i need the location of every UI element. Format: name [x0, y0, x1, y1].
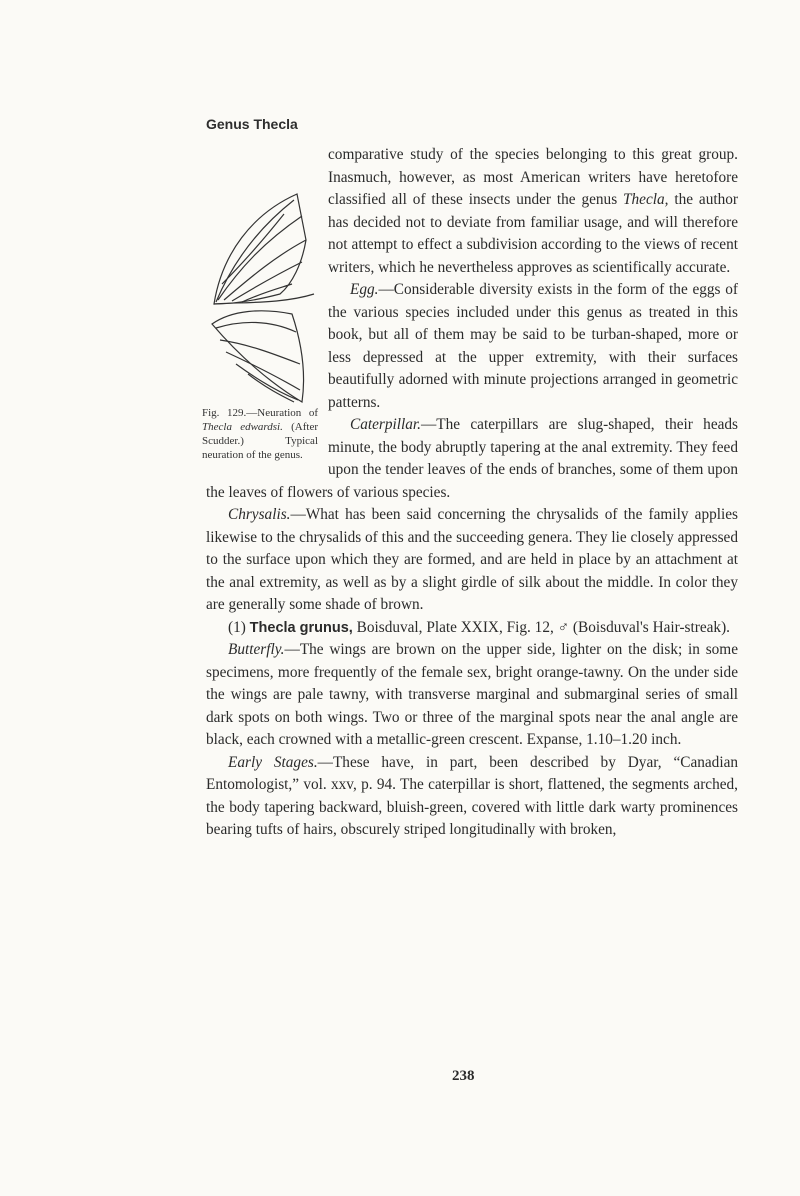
body-text — [202, 144, 739, 842]
species-rest: Boisduval, Plate XXIX, Fig. 12, ♂ (Boisduval's Hair-streak). — [352, 618, 730, 636]
caption-suffix: (After Scudder.) Typical neuration of the genus. — [202, 421, 318, 461]
wing-neuration-drawing-icon — [202, 144, 318, 406]
caterpillar-label: Caterpillar. — [350, 416, 421, 433]
running-head: Genus Thecla — [206, 116, 298, 132]
early-stages-label: Early Stages. — [228, 753, 318, 771]
intro-text: comparative study of the species belonging to this great group. Inasmuch, however, as most American writers have heretofore classified all of these insects under the genus — [328, 146, 738, 208]
chrysalis-text: —What has been said concerning the chrysalids of the family applies likewise to the chrysalids of this and the succeeding genera. They lie closely appressed to the surface upon which they are formed, and are held in place by an attachment at the anal extremity, as well as by a slight girdle of silk about the middle. In color they are generally some shade of brown. — [206, 506, 738, 613]
figure-caption — [202, 406, 318, 462]
caterpillar-text: —The caterpillars are slug-shaped, their heads minute, the body abruptly tapering at the anal extremity. They feed upon the tender leaves of the ends of branches, some of them upon the leaves of flowers of various species. — [206, 416, 738, 501]
chrysalis-label: Chrysalis. — [228, 506, 291, 523]
butterfly-label: Butterfly. — [228, 641, 285, 658]
paragraph-butterfly — [206, 639, 738, 752]
paragraph-species — [206, 617, 738, 640]
page-number: 238 — [452, 1068, 475, 1084]
caption-prefix: Fig. 129.—Neuration of — [202, 407, 318, 419]
caption-species: Thecla edwardsi. — [202, 421, 283, 433]
egg-text: —Considerable diversity exists in the form of the eggs of the various species included under this genus as treated in this book, but all of them may be said to be turban-shaped, more or less depressed at the upper extremity, with their surfaces beautifully adorned with minute projections arranged in geometric patterns. — [328, 281, 738, 411]
paragraph-early-stages — [206, 752, 738, 842]
butterfly-text: —The wings are brown on the upper side, lighter on the disk; in some specimens, more frequently of the female sex, bright orange-tawny. On the under side the wings are pale tawny, with transverse marginal and submarginal series of small dark spots on both wings. Two or three of the marginal spots near the anal angle are black, each crowned with a metallic-green crescent. Expanse, 1.10–1.20 inch. — [206, 641, 738, 748]
early-stages-text: —These have, in part, been described by Dyar, “Canadian Entomologist,” vol. xxv, p. 94. The caterpillar is short, flattened, the segments arched, the body tapering backward, bluish-green, covered with little dark warty prominences bearing tufts of hairs, obscurely striped longitudinally with broken, — [206, 753, 739, 838]
genus-name: Thecla, — [623, 191, 669, 208]
species-number: (1) — [228, 618, 250, 636]
paragraph-chrysalis — [206, 504, 738, 617]
egg-label: Egg. — [350, 281, 379, 298]
figure-129 — [202, 144, 318, 472]
intro-rest: the author has decided not to deviate from familiar usage, and will therefore not attempt to effect a subdivision according to the views of recent writers, which he nevertheless approves as scientifically accurate. — [328, 191, 738, 276]
species-name: Thecla grunus, — [249, 619, 353, 636]
